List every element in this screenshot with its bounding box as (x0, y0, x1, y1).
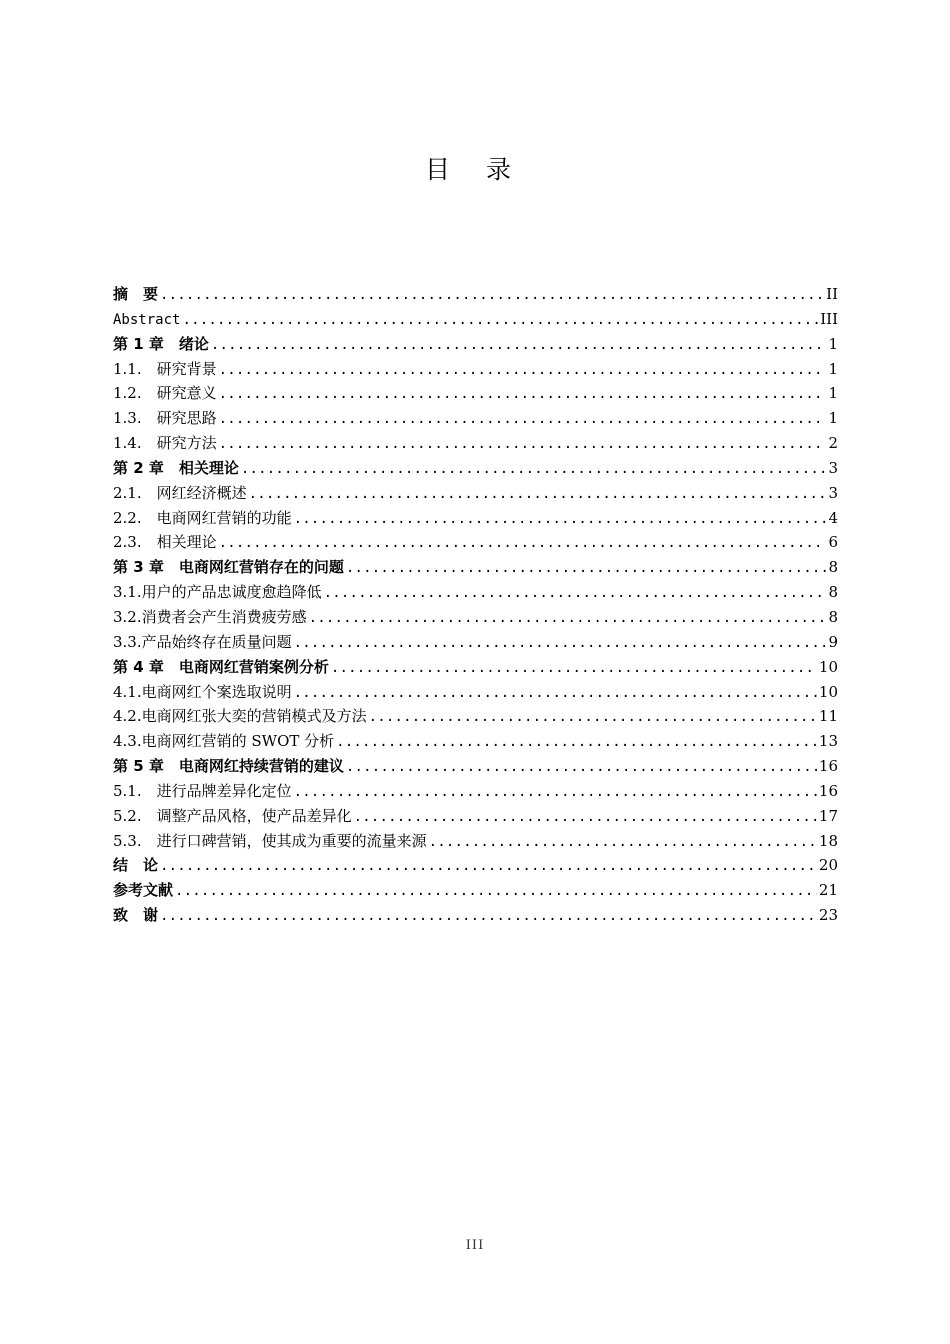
toc-entry-page: 4 (828, 508, 838, 527)
toc-leader-dots (294, 681, 817, 705)
toc-entry-label: 5.1. 进行品牌差异化定位 (113, 781, 292, 800)
toc-leader-dots (331, 656, 817, 680)
toc-entry-section-4-1[interactable] (113, 680, 838, 705)
toc-entry-page: 17 (818, 806, 838, 825)
toc-entry-chapter-2[interactable] (113, 456, 838, 481)
toc-entry-page: 9 (828, 632, 838, 651)
toc-entry-page: 1 (828, 359, 838, 378)
toc-entry-label: 4.2.电商网红张大奕的营销模式及方法 (113, 707, 367, 726)
toc-entry-label: 1.1. 研究背景 (113, 359, 217, 378)
toc-entry-page: 21 (818, 881, 838, 900)
toc-entry-section-1-3[interactable] (113, 406, 838, 431)
toc-entry-acknowledgements[interactable] (113, 903, 838, 928)
toc-entry-chapter-1[interactable] (113, 332, 838, 357)
toc-entry-label: 第 4 章 电商网红营销案例分析 (113, 657, 329, 676)
toc-entry-label: 第 2 章 相关理论 (113, 458, 239, 477)
toc-leader-dots (160, 904, 817, 928)
toc-entry-page: 8 (828, 607, 838, 626)
toc-leader-dots (241, 457, 827, 481)
toc-entry-section-5-1[interactable] (113, 779, 838, 804)
toc-leader-dots (309, 606, 827, 630)
toc-entry-section-3-1[interactable] (113, 580, 838, 605)
toc-leader-dots (369, 705, 817, 729)
toc-leader-dots (346, 755, 817, 779)
toc-entry-label: 结 论 (113, 856, 159, 875)
toc-leader-dots (219, 432, 827, 456)
toc-leader-dots (182, 308, 818, 332)
toc-entry-section-2-2[interactable] (113, 506, 838, 531)
toc-leader-dots (219, 531, 827, 555)
toc-leader-dots (160, 283, 824, 307)
toc-entry-section-5-2[interactable] (113, 804, 838, 829)
toc-leader-dots (211, 333, 827, 357)
toc-entry-label: 第 1 章 绪论 (113, 334, 209, 353)
toc-entry-label: 2.3. 相关理论 (113, 533, 217, 552)
toc-entry-page: III (820, 309, 838, 328)
toc-entry-label: 2.1. 网红经济概述 (113, 483, 247, 502)
toc-leader-dots (336, 730, 817, 754)
toc-entry-label: 5.3. 进行口碑营销，使其成为重要的流量来源 (113, 831, 427, 850)
toc-entry-chapter-3[interactable] (113, 555, 838, 580)
toc-entry-page: 23 (818, 906, 838, 925)
toc-entry-section-2-1[interactable] (113, 481, 838, 506)
toc-entry-section-4-3[interactable] (113, 729, 838, 754)
toc-entry-page: II (826, 285, 838, 303)
toc-entry-references[interactable] (113, 878, 838, 903)
toc-entry-section-4-2[interactable] (113, 704, 838, 729)
toc-entry-page: 10 (818, 682, 838, 701)
toc-entry-section-1-1[interactable] (113, 357, 838, 382)
toc-leader-dots (219, 382, 827, 406)
toc-entry-page: 10 (818, 657, 838, 676)
table-of-contents (113, 282, 838, 928)
page-title: 目 录 (425, 155, 525, 184)
toc-entry-page: 6 (828, 533, 838, 552)
toc-entry-page: 16 (818, 757, 838, 776)
toc-entry-label: 3.3.产品始终存在质量问题 (113, 632, 292, 651)
toc-entry-label: 致 谢 (113, 906, 159, 925)
toc-entry-page: 11 (818, 707, 838, 726)
toc-entry-chapter-5[interactable] (113, 754, 838, 779)
toc-entry-page: 20 (818, 856, 838, 875)
toc-leader-dots (175, 879, 817, 903)
toc-entry-label: 1.3. 研究思路 (113, 409, 217, 428)
toc-entry-label: 第 5 章 电商网红持续营销的建议 (113, 757, 344, 776)
toc-leader-dots (219, 358, 827, 382)
toc-entry-chapter-4[interactable] (113, 655, 838, 680)
toc-leader-dots (294, 507, 827, 531)
toc-entry-page: 3 (828, 458, 838, 477)
toc-entry-abstract-en[interactable] (113, 307, 838, 332)
toc-entry-label: 2.2. 电商网红营销的功能 (113, 508, 292, 527)
toc-entry-label: 3.1.用户的产品忠诚度愈趋降低 (113, 583, 322, 602)
toc-entry-label: 4.1.电商网红个案选取说明 (113, 682, 292, 701)
toc-entry-label: Abstract (113, 311, 181, 328)
toc-leader-dots (294, 631, 827, 655)
toc-entry-page: 2 (828, 434, 838, 453)
toc-entry-page: 1 (828, 384, 838, 403)
toc-entry-page: 8 (828, 558, 838, 577)
toc-entry-section-3-2[interactable] (113, 605, 838, 630)
toc-entry-section-1-2[interactable] (113, 381, 838, 406)
toc-entry-section-5-3[interactable] (113, 829, 838, 854)
toc-entry-page: 18 (818, 831, 838, 850)
toc-entry-page: 8 (828, 583, 838, 602)
toc-entry-label: 5.2. 调整产品风格，使产品差异化 (113, 806, 352, 825)
toc-entry-page: 3 (828, 483, 838, 502)
toc-leader-dots (249, 482, 827, 506)
toc-entry-label: 1.2. 研究意义 (113, 384, 217, 403)
footer-page-number: III (465, 1238, 485, 1253)
toc-entry-page: 16 (818, 781, 838, 800)
toc-entry-section-1-4[interactable] (113, 431, 838, 456)
toc-leader-dots (354, 805, 817, 829)
toc-leader-dots (429, 830, 817, 854)
toc-entry-page: 1 (828, 334, 838, 353)
toc-leader-dots (324, 581, 827, 605)
toc-entry-label: 3.2.消费者会产生消费疲劳感 (113, 607, 307, 626)
toc-entry-label: 1.4. 研究方法 (113, 434, 217, 453)
toc-entry-section-3-3[interactable] (113, 630, 838, 655)
toc-entry-label: 第 3 章 电商网红营销存在的问题 (113, 558, 344, 577)
toc-entry-page: 13 (818, 732, 838, 751)
toc-entry-label: 参考文献 (113, 881, 174, 900)
toc-entry-label: 摘 要 (113, 285, 159, 303)
toc-entry-label: 4.3.电商网红营销的 SWOT 分析 (113, 732, 335, 751)
toc-leader-dots (219, 407, 827, 431)
toc-entry-page: 1 (828, 409, 838, 428)
toc-leader-dots (160, 854, 817, 878)
toc-entry-conclusion[interactable] (113, 853, 838, 878)
toc-entry-abstract-cn[interactable] (113, 282, 838, 307)
toc-leader-dots (346, 556, 827, 580)
toc-leader-dots (294, 780, 817, 804)
toc-entry-section-2-3[interactable] (113, 530, 838, 555)
